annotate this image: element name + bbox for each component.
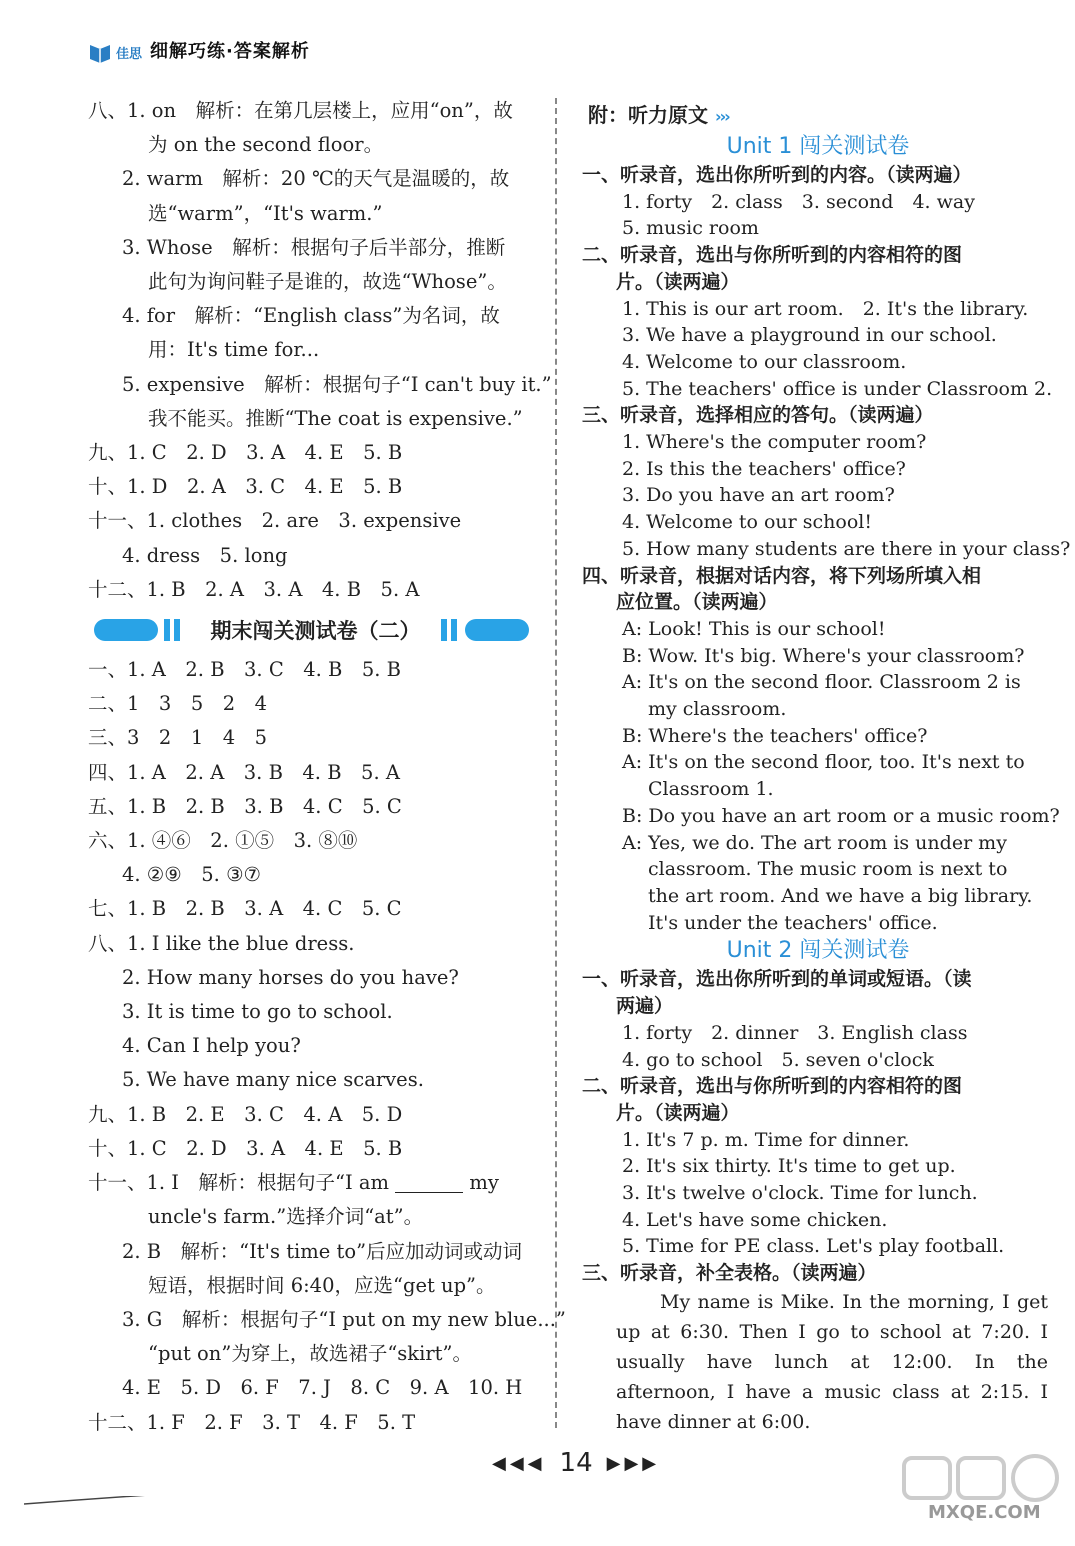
transcript-line: 3. We have a playground in our school. (622, 324, 997, 347)
answer-line: 十、1. D 2. A 3. C 4. E 5. B (88, 475, 403, 499)
appendix-title (588, 100, 1048, 132)
answer-line: 4. ②⑨ 5. ③⑦ (122, 863, 262, 887)
triple-chevron-icon: ››› (714, 107, 729, 126)
transcript-line: 3. Do you have an art room? (622, 484, 895, 507)
unit2-title: Unit 2 闯关测试卷 (726, 938, 910, 964)
section-heading-cont: 两遍） (616, 995, 674, 1018)
right-column (582, 100, 1071, 1437)
answer-line: 4. E 5. D 6. F 7. J 8. C 9. A 10. H (122, 1376, 523, 1400)
transcript-line: Classroom 1. (648, 778, 774, 801)
unit2-content (582, 966, 1048, 1286)
answer-line: 5. expensive 解析：根据句子“I can't buy it.” (122, 372, 552, 396)
section-heading-cont: 应位置。（读两遍） (616, 591, 778, 614)
transcript-line: 4. go to school 5. seven o'clock (622, 1048, 934, 1071)
triangle-left-icon: ◀◀◀ (492, 1452, 546, 1474)
answer-line: 用：It's time for... (148, 338, 320, 362)
transcript-line: B: Do you have an art room or a music room? (622, 804, 1060, 827)
answer-line: 3. It is time to go to school. (122, 1000, 393, 1024)
answer-line: 4. dress 5. long (122, 543, 288, 567)
answer-line: 七、1. B 2. B 3. A 4. C 5. C (88, 897, 402, 921)
transcript-line: B: Wow. It's big. Where's your classroom? (622, 644, 1025, 667)
transcript-line: 2. It's six thirty. It's time to get up. (622, 1155, 956, 1178)
answer-line: 4. for 解析：“English class”为名词，故 (122, 304, 500, 328)
answer-line: 十二、1. B 2. A 3. A 4. B 5. A (88, 577, 420, 601)
brand-name: 佳思 (116, 47, 143, 62)
transcript-line: 1. forty 2. dinner 3. English class (622, 1021, 968, 1044)
answer-line: “put on”为穿上，故选裙子“skirt”。 (148, 1342, 472, 1366)
brand-logo (88, 35, 144, 65)
column-divider (555, 98, 557, 1428)
transcript-line: the art room. And we have a big library. (648, 884, 1033, 907)
answer-line: 十、1. C 2. D 3. A 4. E 5. B (88, 1136, 403, 1160)
answer-line: 六、1. ④⑥ 2. ①⑤ 3. ⑧⑩ (88, 829, 358, 853)
answer-line: 九、1. C 2. D 3. A 4. E 5. B (88, 441, 403, 465)
answer-line: 九、1. B 2. E 3. C 4. A 5. D (88, 1102, 403, 1126)
transcript-line: 4. Let's have some chicken. (622, 1208, 888, 1231)
section-heading: 一、听录音，选出你所听到的内容。（读两遍） (582, 164, 972, 186)
transcript-line: 1. It's 7 p. m. Time for dinner. (622, 1128, 910, 1151)
answer-text: my (469, 1171, 499, 1195)
answer-line: 一、1. A 2. B 3. C 4. B 5. B (88, 658, 402, 682)
unit1-content (582, 162, 1071, 936)
section-heading-cont: 片。（读两遍） (616, 270, 740, 293)
answer-text: 十一、1. I 解析：根据句子“I am (88, 1171, 389, 1195)
book-logo-icon (88, 39, 112, 63)
page-number: 14 (559, 1448, 593, 1478)
watermark-text: MXQE.COM (928, 1502, 1041, 1523)
answer-line: 五、1. B 2. B 3. B 4. C 5. C (88, 794, 402, 818)
transcript-line: classroom. The music room is next to (648, 858, 1008, 881)
section-heading: 四、听录音，根据对话内容，将下列场所填入相 (582, 564, 982, 587)
header-title: 细解巧练·答案解析 (150, 41, 310, 62)
transcript-line: 1. This is our art room. 2. It's the library. (622, 297, 1029, 320)
answer-line: 2. B 解析：“It's time to”后应加动词或动词 (122, 1239, 523, 1263)
page-header (88, 32, 310, 68)
answer-line: 三、3 2 1 4 5 (88, 726, 268, 750)
transcript-line: 1. Where's the computer room? (622, 431, 927, 454)
transcript-line: 1. forty 2. class 3. second 4. way (622, 190, 975, 213)
answer-line: 5. We have many nice scarves. (122, 1068, 424, 1092)
section-heading: 二、听录音，选出与你所听到的内容相符的图 (582, 1075, 963, 1098)
transcript-line: 3. It's twelve o'clock. Time for lunch. (622, 1182, 978, 1205)
answer-line: 3. Whose 解析：根据句子后半部分，推断 (122, 235, 506, 259)
answer-line: 3. G 解析：根据句子“I put on my new blue...” (122, 1307, 566, 1331)
unit1-title: Unit 1 闯关测试卷 (726, 134, 910, 159)
page-number-bar (492, 1448, 660, 1478)
answer-line: uncle's farm.”选择介词“at”。 (148, 1205, 424, 1229)
transcript-line: A: Look! This is our school! (622, 617, 886, 640)
section-heading-cont: 片。（读两遍） (616, 1101, 740, 1124)
answer-line: 二、1 3 5 2 4 (88, 692, 268, 716)
transcript-line: 5. The teachers' office is under Classroom 2. (622, 377, 1053, 400)
answer-line: 2. warm 解析：20 ℃的天气是温暖的，故 (122, 167, 510, 191)
transcript-line: 4. Welcome to our school! (622, 511, 872, 534)
section-heading: 二、听录音，选出与你所听到的内容相符的图 (582, 244, 963, 267)
section-banner (88, 611, 543, 651)
section-heading: 一、听录音，选出你所听到的单词或短语。（读 (582, 968, 972, 991)
transcript-line: A: It's on the second floor, too. It's next to (622, 751, 1025, 774)
answer-line (88, 1166, 543, 1200)
transcript-line: B: Where's the teachers' office? (622, 724, 928, 747)
section-heading: 三、听录音，选择相应的答句。（读两遍） (582, 404, 934, 427)
answer-line: 十一、1. clothes 2. are 3. expensive (88, 509, 462, 533)
section-heading: 三、听录音，补全表格。（读两遍） (582, 1262, 877, 1285)
answer-line: 为 on the second floor。 (148, 133, 384, 157)
answer-line: 此句为询问鞋子是谁的，故选“Whose”。 (148, 270, 507, 294)
answer-line: 八、1. I like the blue dress. (88, 931, 355, 955)
transcript-line: It's under the teachers' office. (648, 911, 938, 934)
transcript-line: A: Yes, we do. The art room is under my (622, 831, 1007, 854)
answer-line: 四、1. A 2. A 3. B 4. B 5. A (88, 760, 400, 784)
transcript-line: 2. Is this the teachers' office? (622, 457, 906, 480)
answer-line: 八、1. on 解析：在第几层楼上，应用“on”，故 (88, 99, 513, 122)
answer-line: 十二、1. F 2. F 3. T 4. F 5. T (88, 1410, 416, 1434)
left-column (88, 94, 566, 1440)
banner-title: 期末闯关测试卷（二） (210, 619, 421, 644)
transcript-line: 5. How many students are there in your class? (622, 537, 1071, 560)
triangle-right-icon: ▶▶▶ (606, 1452, 661, 1474)
transcript-line: my classroom. (648, 698, 787, 721)
answer-line: 4. Can I help you? (122, 1034, 301, 1058)
transcript-line: A: It's on the second floor. Classroom 2 is (622, 671, 1021, 694)
answer-line: 2. How many horses do you have? (122, 965, 459, 989)
transcript-line: 5. music room (622, 217, 759, 240)
answer-line: 短语，根据时间 6:40，应选“get up”。 (148, 1273, 496, 1297)
transcript-line: 4. Welcome to our classroom. (622, 350, 907, 373)
answer-line: 选“warm”，“It's warm.” (148, 201, 383, 225)
transcript-line: 5. Time for PE class. Let's play football. (622, 1235, 1005, 1258)
answer-line: 我不能买。推断“The coat is expensive.” (148, 406, 523, 430)
listening-passage: My name is Mike. In the morning, I get up at 6:30. Then I go to school at 7:20. I usually have lunch at 12:00. In the afternoon, I have a music class at 2:15. I have dinner at 6:00. (616, 1290, 1048, 1433)
fill-blank (395, 1174, 463, 1193)
appendix-label: 附：听力原文 (588, 103, 708, 127)
